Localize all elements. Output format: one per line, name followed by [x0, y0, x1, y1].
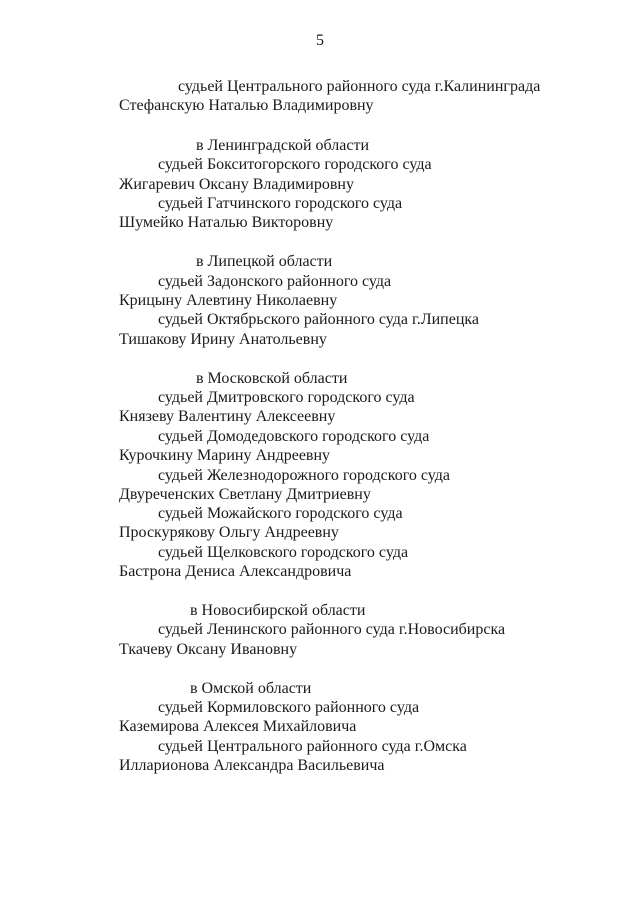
judge-name: Тишакову Ирину Анатольевну: [119, 331, 327, 348]
judge-position: судьей Можайского городского суда: [158, 505, 403, 522]
region-heading: в Ленинградской области: [196, 137, 369, 154]
judge-name: Жигаревич Оксану Владимировну: [119, 176, 354, 193]
judge-position: судьей Ленинского районного суда г.Новосибирска: [158, 621, 506, 638]
judge-name: Крицыну Алевтину Николаевну: [119, 292, 338, 309]
judge-name: Князеву Валентину Алексеевну: [119, 408, 336, 425]
judge-name: Каземирова Алексея Михайловича: [119, 718, 357, 735]
region-heading: в Новосибирской области: [190, 602, 366, 619]
judge-name: Бастрона Дениса Александровича: [119, 563, 352, 580]
judge-name: Двуреченских Светлану Дмитриевну: [119, 486, 371, 503]
region-heading: в Липецкой области: [196, 253, 333, 270]
judge-position: судьей Октябрьского районного суда г.Липецка: [158, 311, 480, 328]
judge-name: Илларионова Александра Васильевича: [119, 757, 385, 774]
judge-position: судьей Домодедовского городского суда: [158, 428, 430, 445]
judge-name: Ткачеву Оксану Ивановну: [119, 641, 298, 658]
intro-name: Стефанскую Наталью Владимировну: [119, 97, 374, 114]
judge-position: судьей Дмитровского городского суда: [158, 389, 415, 406]
judge-name: Проскурякову Ольгу Андреевну: [119, 524, 339, 541]
judge-name: Шумейко Наталью Викторовну: [119, 214, 334, 231]
intro-position: судьей Центрального районного суда г.Калининграда: [178, 78, 541, 95]
judge-position: судьей Бокситогорского городского суда: [158, 156, 432, 173]
region-heading: в Московской области: [196, 370, 348, 387]
judge-position: судьей Гатчинского городского суда: [158, 195, 403, 212]
judge-position: судьей Железнодорожного городского суда: [158, 467, 451, 484]
judge-position: судьей Центрального районного суда г.Омска: [158, 738, 467, 755]
page-number: 5: [316, 32, 324, 49]
judge-position: судьей Кормиловского районного суда: [158, 699, 420, 716]
judge-position: судьей Задонского районного суда: [158, 273, 392, 290]
judge-name: Курочкину Марину Андреевну: [119, 447, 331, 464]
region-heading: в Омской области: [190, 680, 312, 697]
judge-position: судьей Щелковского городского суда: [158, 544, 409, 561]
